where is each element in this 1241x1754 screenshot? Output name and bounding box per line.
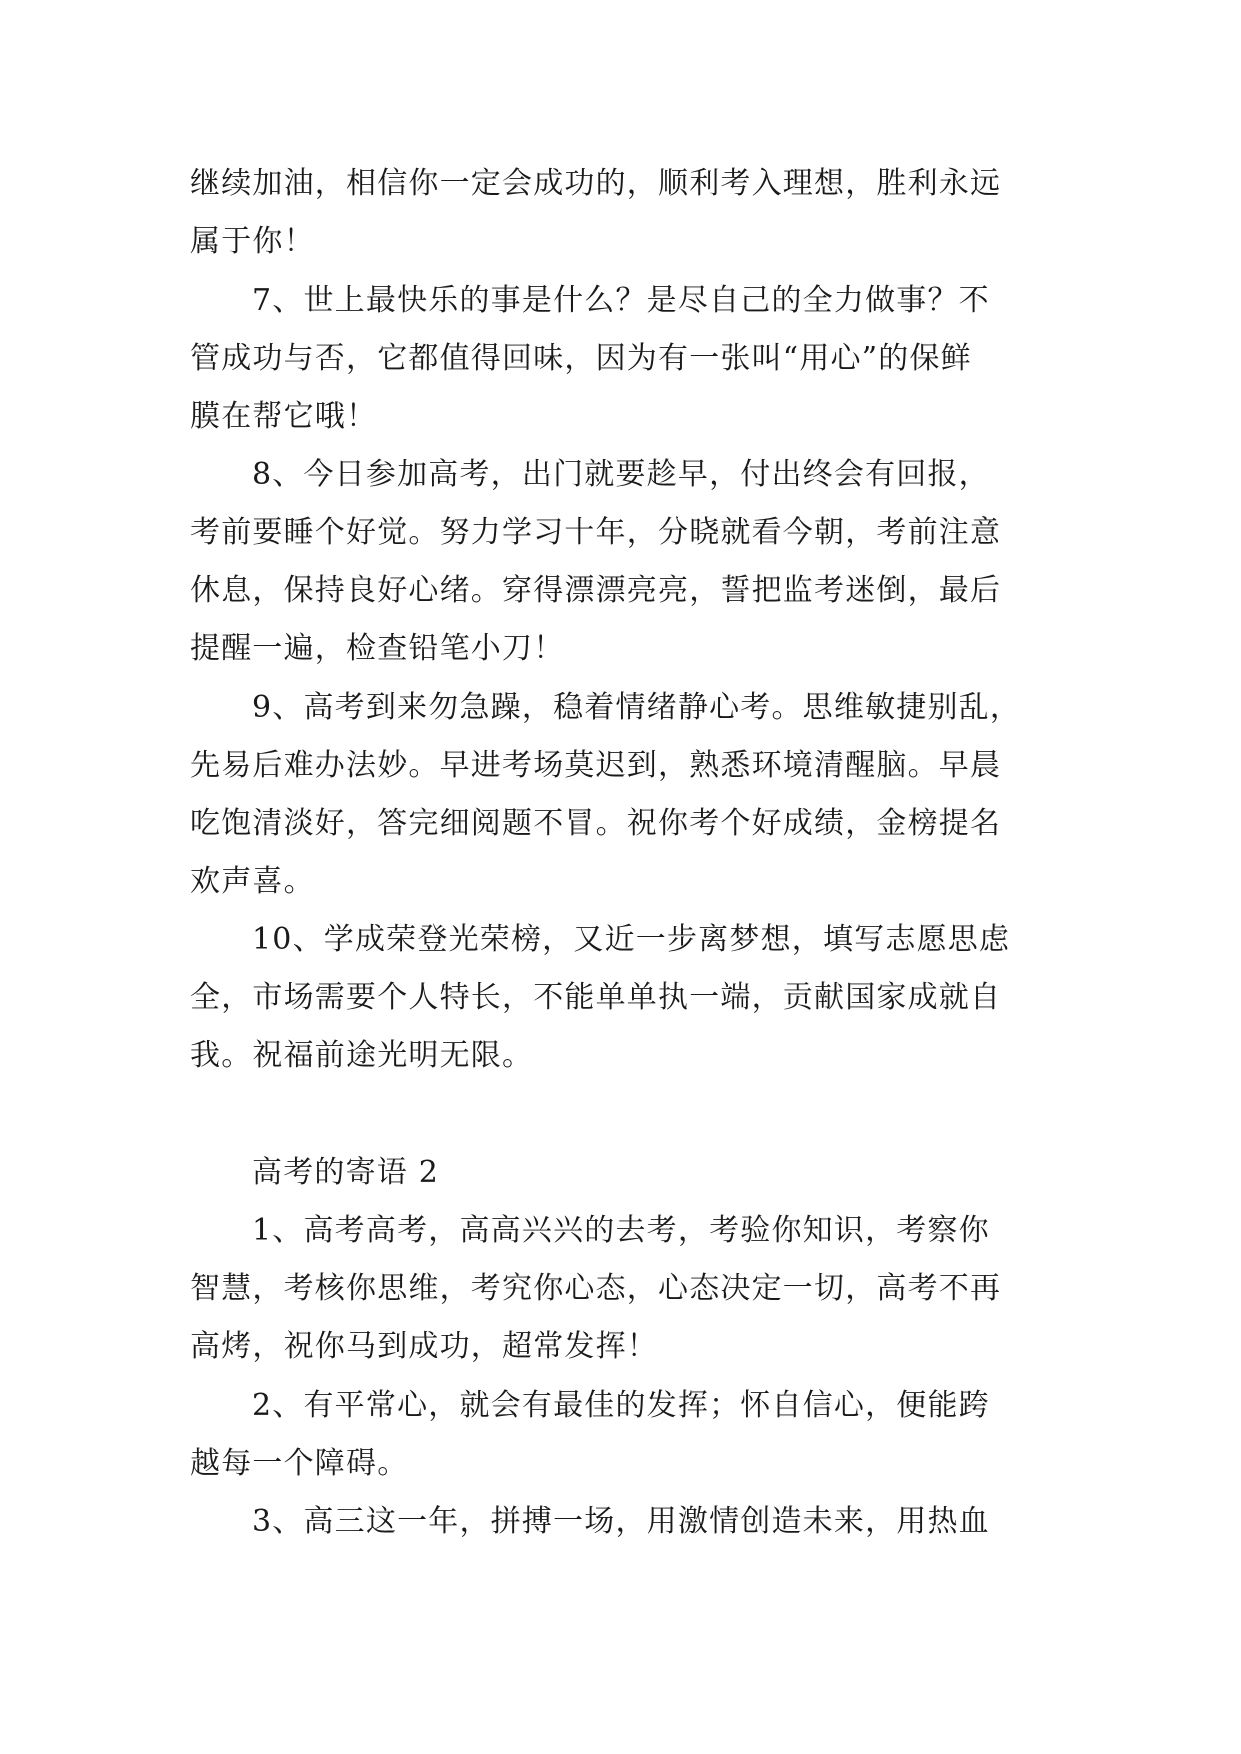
text-line: 休息，保持良好心绪。穿得漂漂亮亮，誓把监考迷倒，最后 — [190, 573, 1002, 608]
text-line: 膜在帮它哦！ — [190, 399, 378, 434]
item-3-line: 3、高三这一年，拼搏一场，用激情创造未来，用热血 — [252, 1504, 990, 1539]
section-heading: 高考的寄语 2 — [252, 1155, 440, 1190]
text-line: 欢声喜。 — [190, 864, 315, 899]
text-line: 管成功与否，它都值得回味，因为有一张叫“用心”的保鲜 — [190, 341, 972, 376]
text-line: 先易后难办法妙。早进考场莫迟到，熟悉环境清醒脑。早晨 — [190, 748, 1002, 783]
item-2-line: 2、有平常心，就会有最佳的发挥；怀自信心，便能跨 — [252, 1388, 990, 1423]
text-line: 智慧，考核你思维，考究你心态，心态决定一切，高考不再 — [190, 1271, 1002, 1306]
item-8-line: 8、今日参加高考，出门就要趁早，付出终会有回报， — [252, 457, 990, 492]
item-10-line: 10、学成荣登光荣榜，又近一步离梦想，填写志愿思虑 — [252, 922, 1011, 957]
text-line: 属于你！ — [190, 224, 315, 259]
text-line: 我。祝福前途光明无限。 — [190, 1038, 534, 1073]
text-line: 越每一个障碍。 — [190, 1446, 409, 1481]
text-line: 提醒一遍，检查铅笔小刀！ — [190, 631, 565, 666]
text-line: 吃饱清淡好，答完细阅题不冒。祝你考个好成绩，金榜提名 — [190, 806, 1002, 841]
text-line: 全，市场需要个人特长，不能单单执一端，贡献国家成就自 — [190, 980, 1002, 1015]
text-line: 高烤，祝你马到成功，超常发挥！ — [190, 1329, 658, 1364]
item-1-line: 1、高考高考，高高兴兴的去考，考验你知识，考察你 — [252, 1213, 990, 1248]
text-line: 继续加油，相信你一定会成功的，顺利考入理想，胜利永远 — [190, 166, 1002, 201]
item-7-line: 7、世上最快乐的事是什么？是尽自己的全力做事？不 — [252, 283, 990, 318]
text-line: 考前要睡个好觉。努力学习十年，分晓就看今朝，考前注意 — [190, 515, 1002, 550]
item-9-line: 9、高考到来勿急躁，稳着情绪静心考。思维敏捷别乱， — [252, 690, 1022, 725]
